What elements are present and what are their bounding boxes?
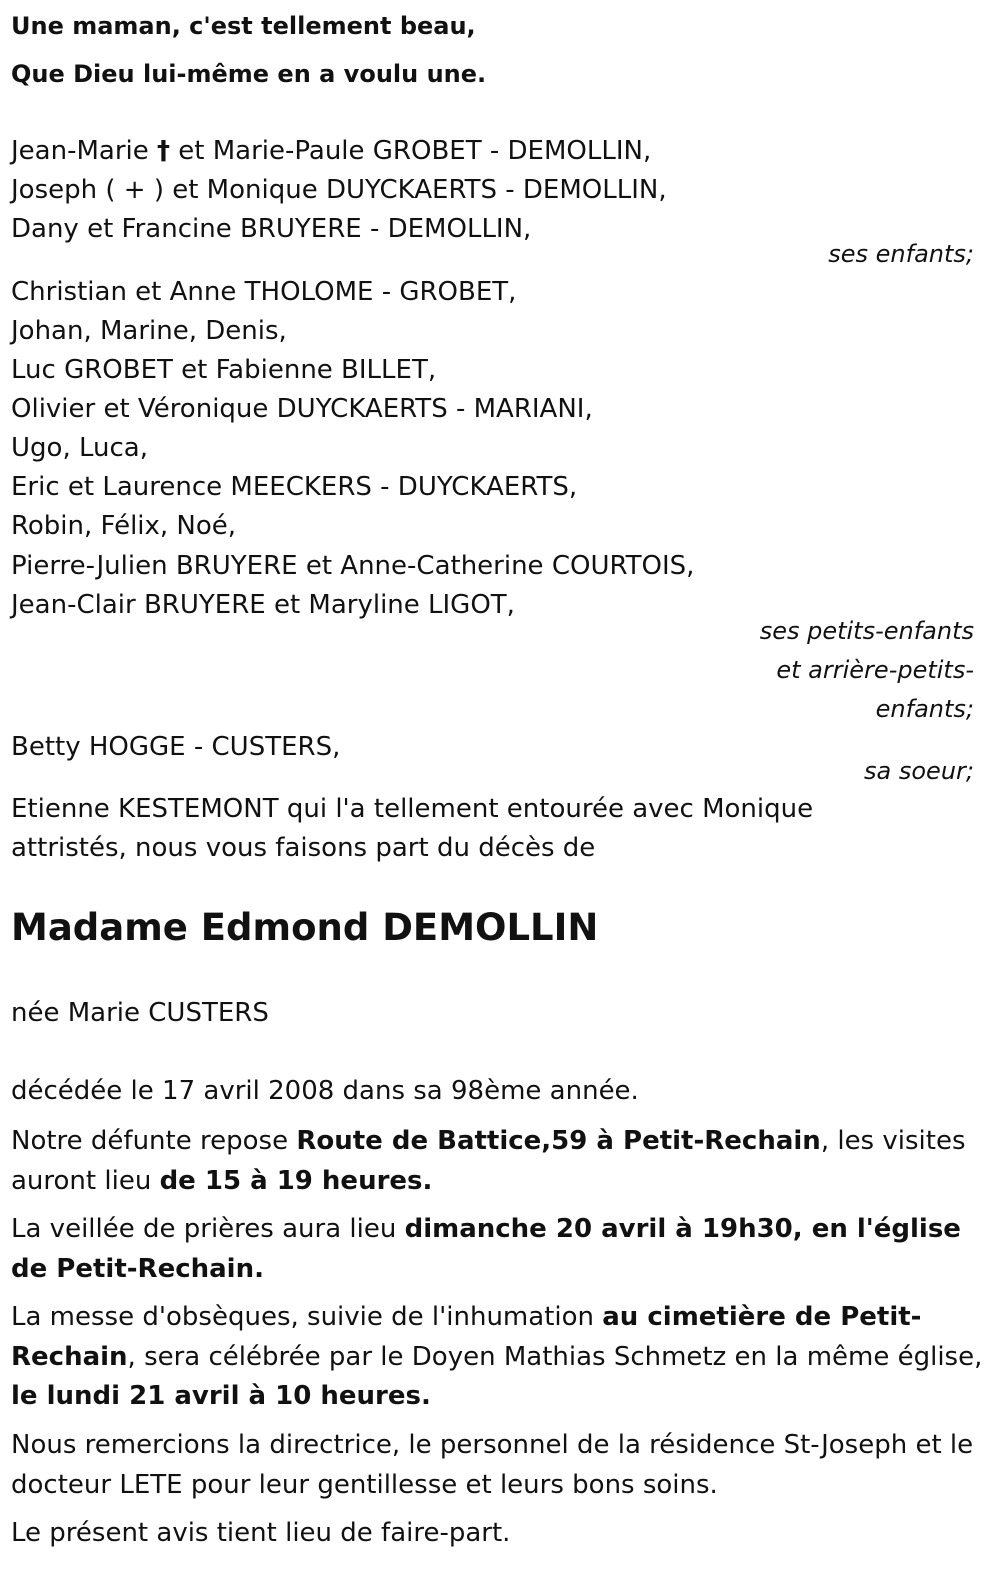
grandchildren-line: Robin, Félix, Noé, bbox=[11, 511, 237, 541]
vigil-datetime: dimanche 20 avril à 19h30, en l'église de Petit-Rechain. bbox=[11, 1214, 961, 1284]
vigil-text: La veillée de prières aura lieu bbox=[11, 1214, 405, 1244]
grandchildren-line: Pierre-Julien BRUYERE et Anne-Catherine COURTOIS, bbox=[11, 551, 695, 581]
funeral-text-2: , sera célébrée par le Doyen Mathias Schmetz en la même église, bbox=[127, 1341, 983, 1372]
grandchildren-role-line-2: et arrière-petits- bbox=[776, 656, 974, 684]
birth-name: née Marie CUSTERS bbox=[11, 998, 269, 1028]
children-line-1-rest: et Marie-Paule GROBET - DEMOLLIN, bbox=[178, 136, 652, 166]
verse-line-1: Une maman, c'est tellement beau, bbox=[11, 12, 476, 40]
grandchildren-line: Olivier et Véronique DUYCKAERTS - MARIANI, bbox=[11, 394, 593, 424]
deceased-name: Madame Edmond DEMOLLIN bbox=[11, 906, 599, 949]
visits-text-1: Notre défunte repose bbox=[11, 1126, 297, 1156]
grandchildren-line: Eric et Laurence MEECKERS - DUYCKAERTS, bbox=[11, 472, 578, 502]
children-line-1 bbox=[11, 136, 651, 166]
cross-icon: † bbox=[157, 136, 170, 166]
grandchildren-role-line-3: enfants; bbox=[875, 695, 974, 723]
thanks-paragraph: Nous remercions la directrice, le personnel de la résidence St-Joseph et le docteur LETE pour leur gentillesse et leurs bons soins. bbox=[11, 1430, 974, 1500]
children-line-1-name: Jean-Marie bbox=[11, 136, 149, 166]
children-role: ses enfants; bbox=[828, 240, 974, 268]
grandchildren-line: Jean-Clair BRUYERE et Maryline LIGOT, bbox=[11, 590, 515, 620]
children-line-3: Dany et Francine BRUYERE - DEMOLLIN, bbox=[11, 214, 532, 244]
vigil-paragraph bbox=[11, 1210, 986, 1289]
grandchildren-line: Luc GROBET et Fabienne BILLET, bbox=[11, 355, 437, 385]
funeral-paragraph bbox=[11, 1298, 986, 1417]
visits-hours: de 15 à 19 heures. bbox=[159, 1165, 433, 1196]
grandchildren-role-line-1: ses petits-enfants bbox=[759, 617, 974, 645]
grandchildren-line: Ugo, Luca, bbox=[11, 433, 148, 463]
children-line-2: Joseph ( + ) et Monique DUYCKAERTS - DEMOLLIN, bbox=[11, 175, 667, 205]
funeral-cemetery: au cimetière de Petit-Rechain bbox=[11, 1302, 922, 1372]
grandchildren-line: Johan, Marine, Denis, bbox=[11, 316, 287, 346]
funeral-text-1: La messe d'obsèques, suivie de l'inhumation bbox=[11, 1302, 603, 1332]
grandchildren-line: Christian et Anne THOLOME - GROBET, bbox=[11, 277, 517, 307]
death-date: décédée le 17 avril 2008 dans sa 98ème année. bbox=[11, 1076, 639, 1106]
visits-text-2: , les visites auront lieu bbox=[11, 1126, 966, 1196]
funeral-datetime: le lundi 21 avril à 10 heures. bbox=[11, 1381, 431, 1411]
visits-paragraph bbox=[11, 1122, 986, 1201]
intro-line-2: attristés, nous vous faisons part du décès de bbox=[11, 833, 596, 863]
verse-line-2: Que Dieu lui-même en a voulu une. bbox=[11, 60, 487, 88]
sister-line: Betty HOGGE - CUSTERS, bbox=[11, 732, 341, 762]
visits-address: Route de Battice,59 à Petit-Rechain bbox=[296, 1126, 821, 1156]
closing-line: Le présent avis tient lieu de faire-part. bbox=[11, 1518, 511, 1548]
sister-role: sa soeur; bbox=[864, 757, 974, 785]
intro-line-1: Etienne KESTEMONT qui l'a tellement entourée avec Monique bbox=[11, 794, 814, 824]
